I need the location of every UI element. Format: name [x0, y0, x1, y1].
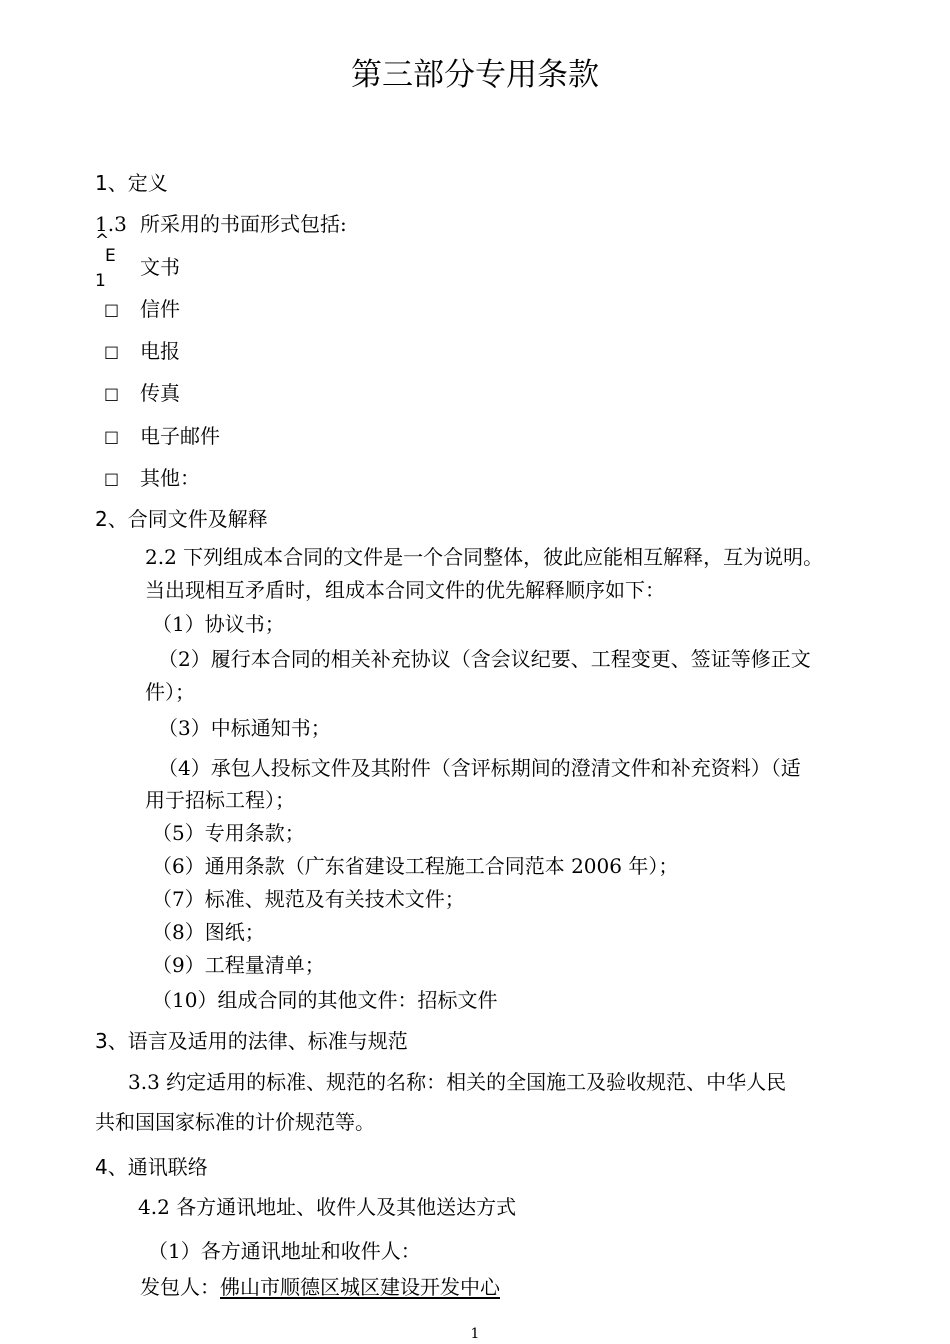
list-item: （6）通用条款（广东省建设工程施工合同范本 2006 年）； [152, 854, 679, 878]
option-label-other: 其他： [140, 466, 200, 490]
option-label-email: 电子邮件 [140, 424, 220, 448]
option-label-document: 文书 [140, 255, 180, 279]
option-label-telegram: 电报 [140, 339, 180, 363]
list-item: （8）图纸； [152, 920, 265, 944]
section-2-intro-line-2: 当出现相互矛盾时，组成本合同文件的优先解释顺序如下： [145, 578, 665, 602]
list-item-continuation: 件）； [145, 680, 195, 704]
clause-1-3-text: 所采用的书面形式包括: [140, 212, 347, 236]
marker-line-3: 1 [95, 271, 106, 291]
section-2-heading: 2、合同文件及解释 [95, 507, 268, 531]
section-4-item-1: （1）各方通讯地址和收件人： [148, 1239, 421, 1263]
list-item: （1）协议书； [152, 612, 285, 636]
section-3-text-line-1: 3.3 约定适用的标准、规范的名称：相关的全国施工及验收规范、中华人民 [128, 1070, 787, 1094]
list-item: （2）履行本合同的相关补充协议（含会议纪要、工程变更、签证等修正文 [158, 647, 811, 671]
section-3-text-line-2: 共和国国家标准的计价规范等。 [95, 1110, 375, 1134]
list-item-continuation: 用于招标工程）； [145, 788, 295, 812]
document-title: 第三部分专用条款 [351, 57, 599, 93]
checkbox-fax[interactable]: □ [104, 384, 120, 403]
checkbox-letter[interactable]: □ [104, 300, 120, 319]
marker-line-2: E [105, 246, 116, 266]
list-item: （7）标准、规范及有关技术文件； [152, 887, 465, 911]
list-item: （10）组成合同的其他文件：招标文件 [152, 988, 498, 1012]
option-label-fax: 传真 [140, 381, 180, 405]
checkbox-email[interactable]: □ [104, 427, 120, 446]
clause-1-3-number: 1.3 [95, 212, 127, 236]
checkbox-marker-glyph-3 [95, 272, 106, 290]
employer-label: 发包人： [140, 1275, 220, 1299]
section-4-heading: 4、通讯联络 [95, 1155, 208, 1179]
option-label-letter: 信件 [140, 297, 180, 321]
list-item: （4）承包人投标文件及其附件（含评标期间的澄清文件和补充资料）（适 [158, 756, 801, 780]
list-item: （9）工程量清单； [152, 953, 325, 977]
marker-line-1: ^ [95, 231, 110, 251]
employer-line [140, 1275, 500, 1299]
clause-4-2: 4.2 各方通讯地址、收件人及其他送达方式 [138, 1195, 517, 1219]
checkbox-telegram[interactable]: □ [104, 342, 120, 361]
page-number: 1 [470, 1326, 480, 1342]
section-3-heading: 3、语言及适用的法律、标准与规范 [95, 1029, 408, 1053]
checkbox-marker-glyph-2 [105, 247, 116, 265]
list-item: （3）中标通知书； [158, 716, 331, 740]
section-2-intro-line-1: 2.2 下列组成本合同的文件是一个合同整体，彼此应能相互解释，互为说明。 [145, 545, 824, 569]
list-item: （5）专用条款； [152, 821, 305, 845]
section-1-heading: 1、定义 [95, 171, 168, 195]
checkbox-other[interactable]: □ [104, 469, 120, 488]
employer-value: 佛山市顺德区城区建设开发中心 [220, 1275, 500, 1299]
